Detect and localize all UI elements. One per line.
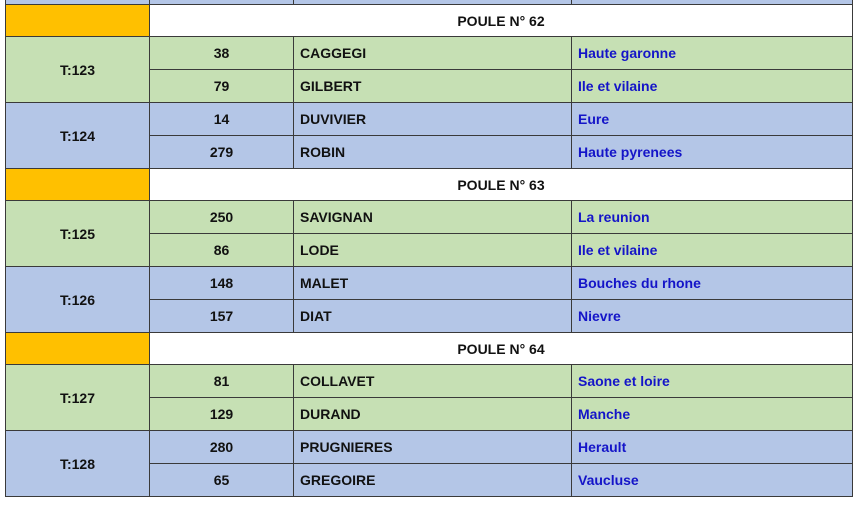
- table-label: T:124: [6, 103, 150, 169]
- player-row: [6, 37, 853, 70]
- poule-marker-cell: [6, 333, 150, 365]
- player-department: La reunion: [572, 201, 853, 234]
- player-number: 65: [150, 464, 294, 497]
- player-number: 14: [150, 103, 294, 136]
- player-name: PRUGNIERES: [294, 431, 572, 464]
- player-name: LODE: [294, 234, 572, 267]
- player-name: GREGOIRE: [294, 464, 572, 497]
- poule-table: [5, 0, 853, 497]
- player-department: Bouches du rhone: [572, 267, 853, 300]
- poule-table-body: [6, 0, 853, 497]
- player-name: CAGGEGI: [294, 37, 572, 70]
- player-row: [6, 267, 853, 300]
- player-number: 250: [150, 201, 294, 234]
- player-name: MALET: [294, 267, 572, 300]
- poule-header-row: [6, 333, 853, 365]
- poule-header-row: [6, 169, 853, 201]
- table-label: T:125: [6, 201, 150, 267]
- player-name: DUVIVIER: [294, 103, 572, 136]
- player-name: ROBIN: [294, 136, 572, 169]
- player-number: 38: [150, 37, 294, 70]
- player-number: 280: [150, 431, 294, 464]
- poule-marker-cell: [6, 169, 150, 201]
- player-number: 81: [150, 365, 294, 398]
- player-name: DIAT: [294, 300, 572, 333]
- player-department: Herault: [572, 431, 853, 464]
- poule-marker-cell: [6, 5, 150, 37]
- player-department: Manche: [572, 398, 853, 431]
- poule-title: POULE N° 63: [150, 169, 853, 201]
- player-name: SAVIGNAN: [294, 201, 572, 234]
- player-row: [6, 201, 853, 234]
- player-row: [6, 365, 853, 398]
- player-number: 86: [150, 234, 294, 267]
- player-department: Nievre: [572, 300, 853, 333]
- table-label: T:126: [6, 267, 150, 333]
- poule-title: POULE N° 64: [150, 333, 853, 365]
- player-number: 157: [150, 300, 294, 333]
- poule-title: POULE N° 62: [150, 5, 853, 37]
- player-row: [6, 103, 853, 136]
- table-label: T:123: [6, 37, 150, 103]
- table-label: T:128: [6, 431, 150, 497]
- player-department: Haute garonne: [572, 37, 853, 70]
- player-department: Saone et loire: [572, 365, 853, 398]
- player-department: Ile et vilaine: [572, 70, 853, 103]
- player-name: GILBERT: [294, 70, 572, 103]
- player-name: COLLAVET: [294, 365, 572, 398]
- table-label: T:127: [6, 365, 150, 431]
- player-number: 129: [150, 398, 294, 431]
- player-department: Ile et vilaine: [572, 234, 853, 267]
- player-name: DURAND: [294, 398, 572, 431]
- poule-header-row: [6, 5, 853, 37]
- player-department: Vaucluse: [572, 464, 853, 497]
- player-row: [6, 431, 853, 464]
- player-department: Haute pyrenees: [572, 136, 853, 169]
- player-number: 279: [150, 136, 294, 169]
- player-number: 79: [150, 70, 294, 103]
- player-department: Eure: [572, 103, 853, 136]
- player-number: 148: [150, 267, 294, 300]
